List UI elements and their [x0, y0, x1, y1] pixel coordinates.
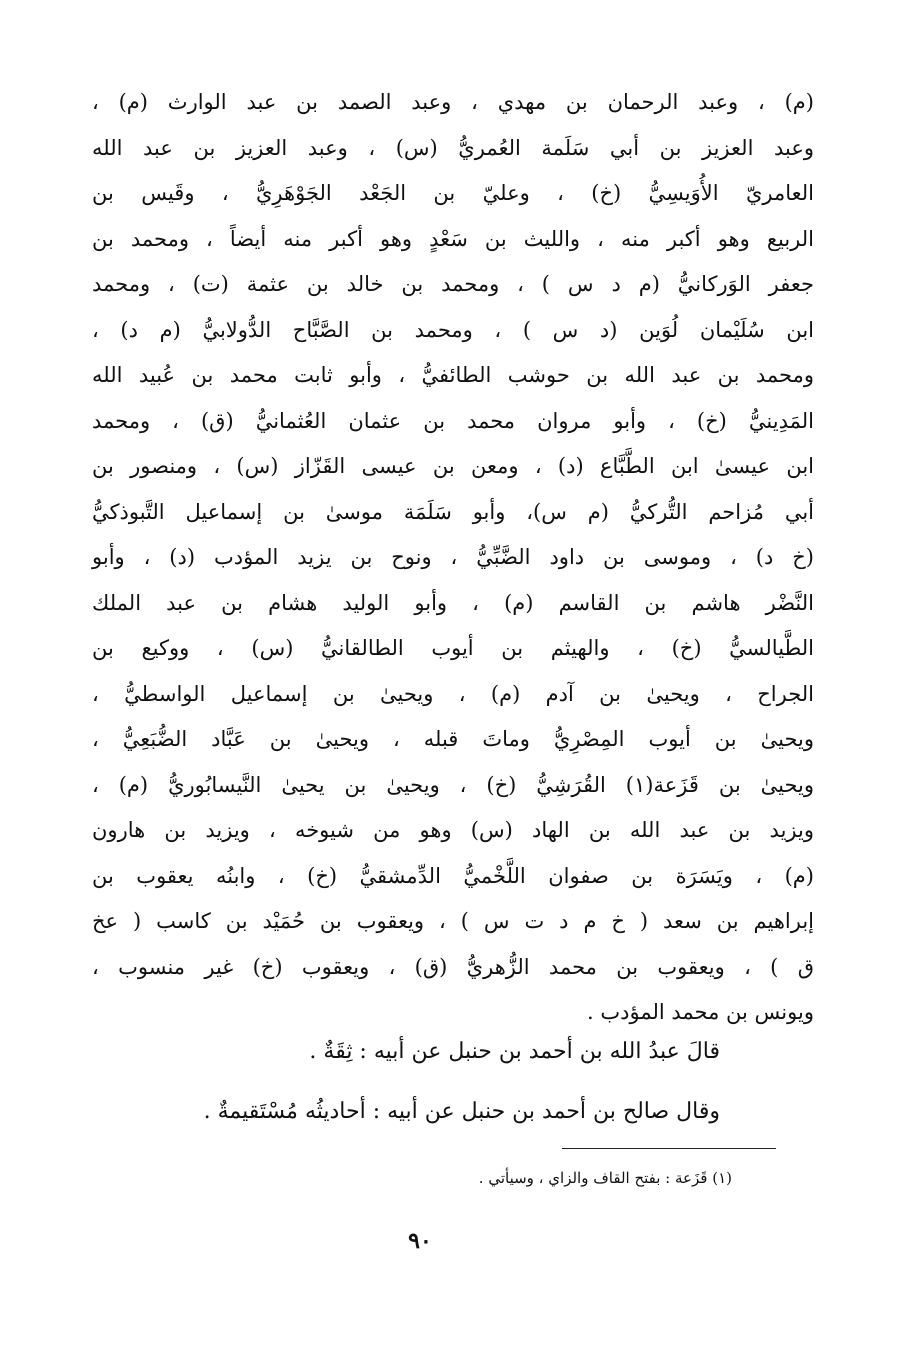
text-line: ق ) ، ويعقوب بن محمد الزُّهريُّ (ق) ، ويعقوب (خ) غير منسوب ، — [92, 954, 814, 979]
text-line: الربيع وهو أكبر منه ، والليث بن سَعْدٍ وهو أكبر منه أيضاً ، ومحمد بن — [92, 226, 814, 251]
text-line: ويحيىٰ بن أيوب المِصْرِيُّ وماتَ قبله ، ويحيىٰ بن عَبَّاد الضُّبَعِيُّ ، — [92, 727, 814, 751]
main-text-block — [92, 80, 814, 1036]
text-line: جعفر الوَركانيُّ (م د س ) ، ومحمد بن خالد بن عثمة (ت) ، ومحمد — [92, 272, 814, 296]
text-line: ويزيد بن عبد الله بن الهاد (س) وهو من شيوخه ، ويزيد بن هارون — [92, 818, 814, 842]
text-line: العامريّ الأُوَيسِيُّ (خ) ، وعليّ بن الجَعْد الجَوْهَرِيُّ ، وقَيس بن — [92, 181, 814, 205]
text-line: (م) ، ويَسَرَة بن صفوان اللَّخْميُّ الدِّمشقيُّ (خ) ، وابنُه يعقوب بن — [92, 863, 814, 888]
text-line: ومحمد بن عبد الله بن حوشب الطائفيُّ ، وأبو ثابت محمد بن عُبيد الله — [92, 363, 814, 387]
text-line: ابن سُلَيْمان لُوَين (د س ) ، ومحمد بن الصَّبَّاح الدُّولابيُّ (م د) ، — [92, 317, 814, 342]
footnote-separator — [562, 1148, 776, 1149]
text-line: ويحيىٰ بن قَزَعة(١) القُرَشِيُّ (خ) ، ويحيىٰ بن يحيىٰ النَّيسابُوريُّ (م) ، — [92, 772, 814, 797]
text-line: (خ د) ، وموسى بن داود الضَّبِّيُّ ، ونوح بن يزيد المؤدب (د) ، وأبو — [92, 545, 814, 569]
text-line: ابن عيسىٰ ابن الطَّبَّاع (د) ، ومعن بن عيسى القَزّاز (س) ، ومنصور بن — [92, 454, 814, 478]
statement-salih: وقال صالح بن أحمد بن حنبل عن أبيه : أحاديثُه مُسْتَقيمةٌ . — [203, 1099, 720, 1124]
text-line: إبراهيم بن سعد ( خ م د ت س ) ، ويعقوب بن حُمَيْد بن كاسب ( عخ — [92, 909, 814, 933]
text-line: ويونس بن محمد المؤدب . — [587, 1000, 814, 1024]
text-line: أبي مُزاحم التُّركيُّ (م س)، وأبو سَلَمَة موسىٰ بن إسماعيل التَّبوذكيُّ — [92, 499, 814, 524]
text-line: المَدِينيُّ (خ) ، وأبو مروان محمد بن عثمان العُثمانيُّ (ق) ، ومحمد — [92, 408, 814, 433]
text-line: (م) ، وعبد الرحمان بن مهدي ، وعبد الصمد بن عبد الوارث (م) ، — [92, 90, 814, 114]
text-line: النَّضْر هاشم بن القاسم (م) ، وأبو الوليد هشام بن عبد الملك — [92, 590, 814, 615]
footnote: (١) قَزَعة : بفتح القاف والزاي ، وسيأتي . — [478, 1169, 732, 1187]
page-number: ٩٠ — [408, 1228, 432, 1254]
text-line: الجراح ، ويحيىٰ بن آدم (م) ، ويحيىٰ بن إسماعيل الواسطيُّ ، — [92, 681, 814, 706]
statement-abdullah: قالَ عبدُ الله بن أحمد بن حنبل عن أبيه : ثِقَةٌ . — [309, 1039, 720, 1064]
text-line: الطَّيالسيُّ (خ) ، والهيثم بن أيوب الطالقانيُّ (س) ، ووكيع بن — [92, 636, 814, 660]
text-line: وعبد العزيز بن أبي سَلَمة العُمريُّ (س) ، وعبد العزيز بن عبد الله — [92, 135, 814, 160]
